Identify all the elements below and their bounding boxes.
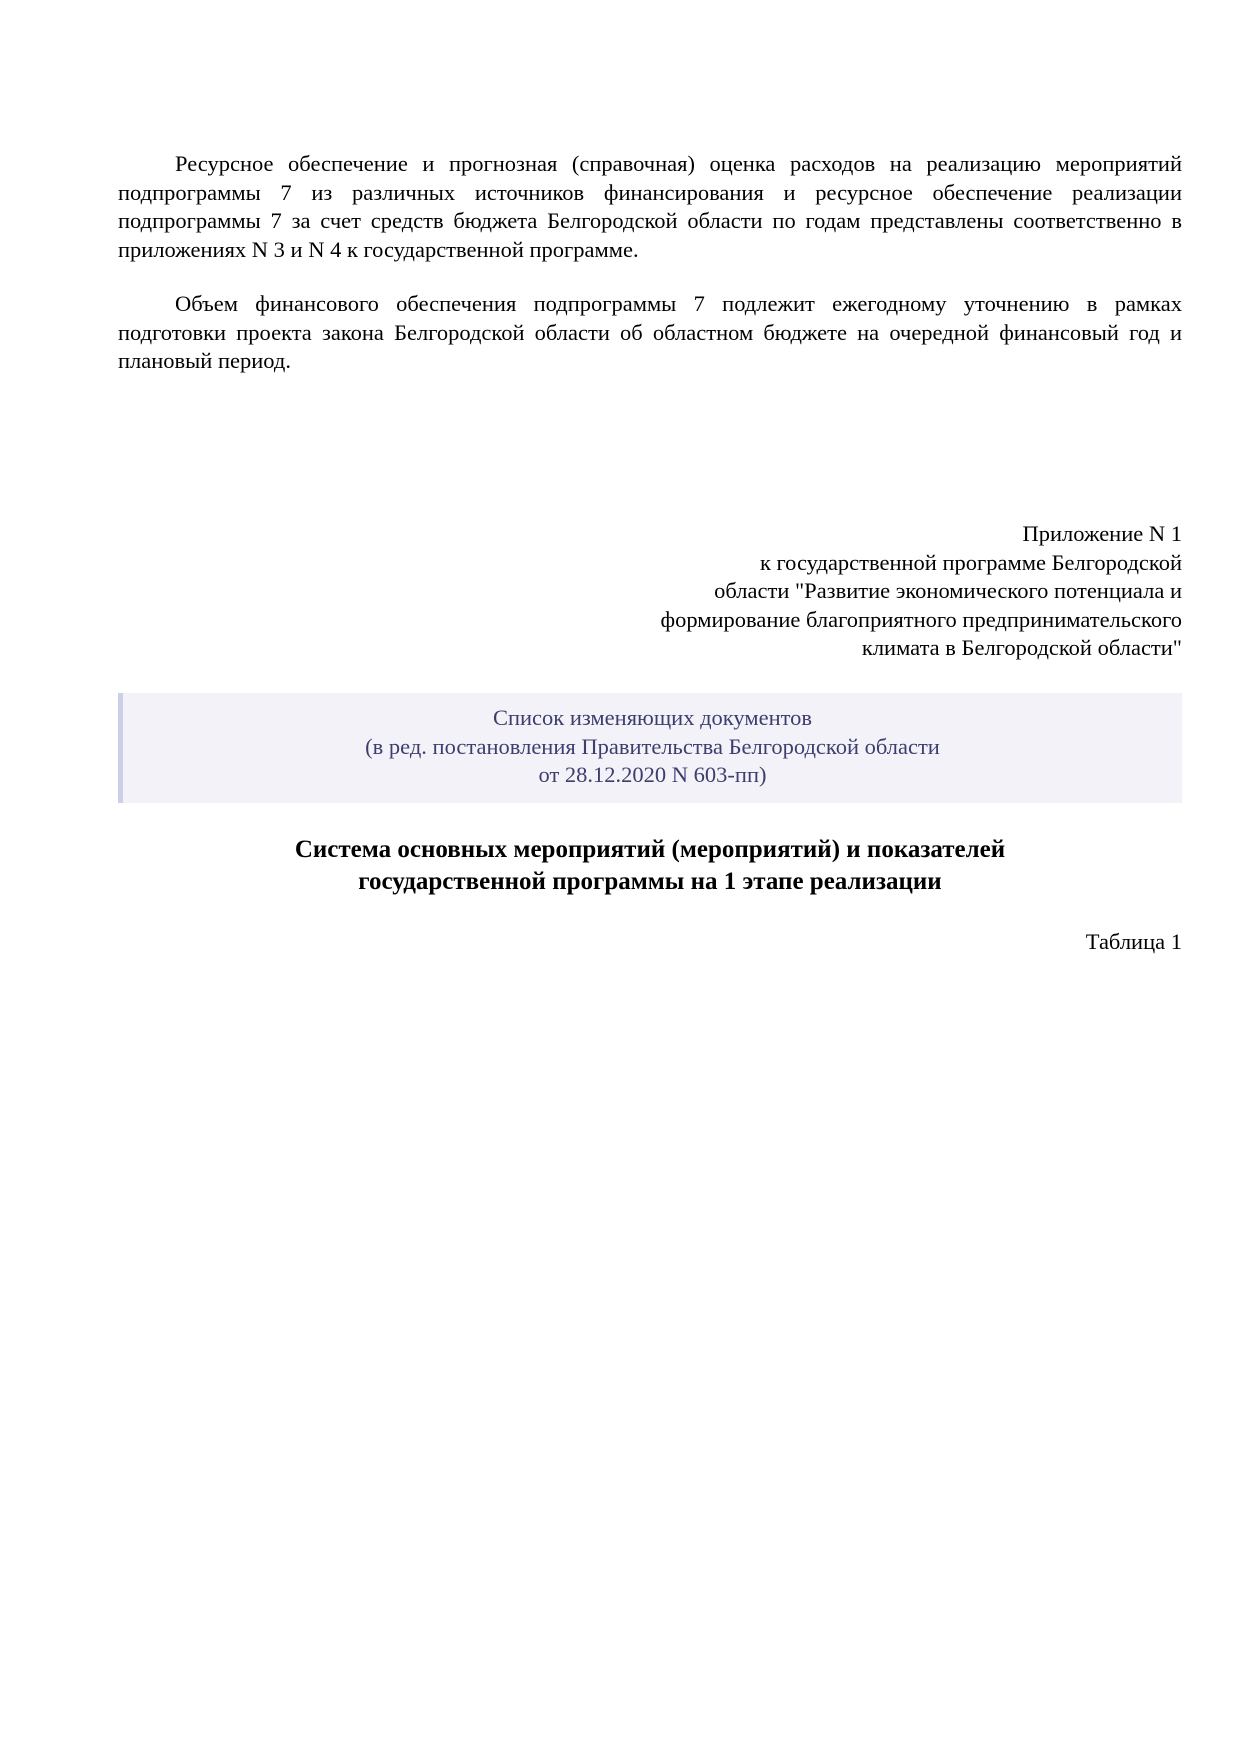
appendix-header	[482, 520, 1182, 663]
section-heading-line: Система основных мероприятий (мероприятий) и показателей	[294, 836, 1006, 863]
appendix-line: области "Развитие экономического потенциала и	[714, 578, 1182, 603]
amending-documents-line[interactable]: от 28.12.2020 N 603-пп)	[538, 762, 767, 787]
appendix-line: к государственной программе Белгородской	[759, 549, 1182, 575]
section-heading	[118, 834, 1182, 898]
amending-documents-line[interactable]: (в ред. постановления Правительства Белгородской области	[365, 733, 940, 759]
amending-documents-title: Список изменяющих документов	[492, 705, 813, 730]
appendix-line: формирование благоприятного предпринимательского	[660, 606, 1182, 632]
section-heading-line: государственной программы на 1 этапе реализации	[358, 868, 942, 895]
appendix-line: климата в Белгородской области"	[861, 635, 1182, 660]
appendix-line: Приложение N 1	[1022, 521, 1182, 546]
table-label: Таблица 1	[1085, 929, 1182, 954]
paragraph-resource-provision: Ресурсное обеспечение и прогнозная (справочная) оценка расходов на реализацию мероприятий подпрограммы 7 из различных источников финансирования и ресурсное обеспечение реализации подпрограммы 7 за счет средств бюджета Белгородской области по годам представлены соответственно в приложениях N 3 и N 4 к государственной программе.	[118, 151, 1182, 262]
paragraph-financing-volume: Объем финансового обеспечения подпрограммы 7 подлежит ежегодному уточнению в рамках подготовки проекта закона Белгородской области об областном бюджете на очередной финансовый год и плановый период.	[118, 291, 1182, 373]
amending-documents-box	[118, 693, 1182, 803]
